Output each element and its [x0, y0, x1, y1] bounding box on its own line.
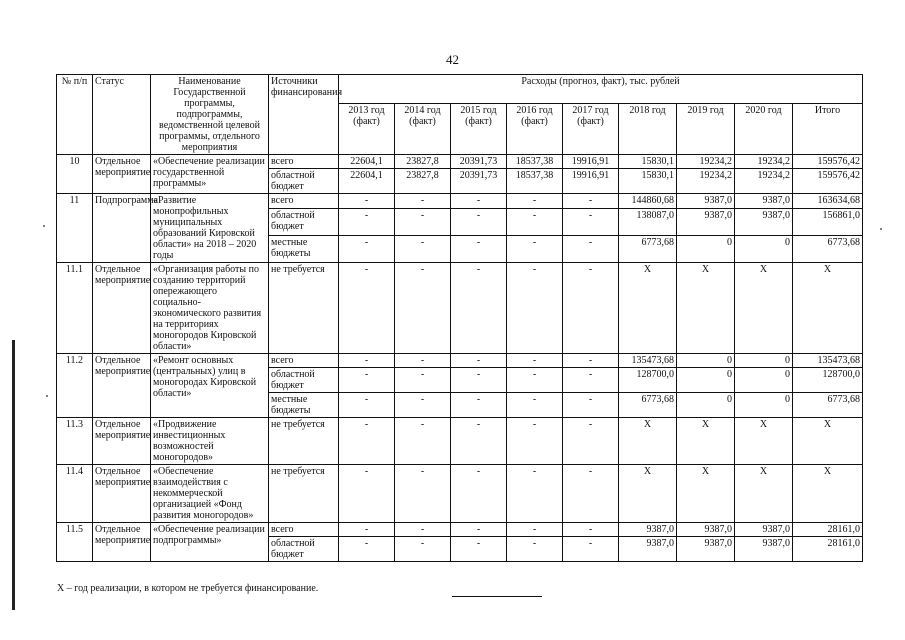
page-number: 42	[446, 52, 459, 67]
table-row	[57, 418, 863, 465]
row-number: 11.4	[57, 465, 93, 523]
row-source: всего	[269, 354, 339, 368]
cell-value: 138087,0	[619, 209, 677, 236]
table-row	[57, 465, 863, 523]
row-name: «Обеспечение реализации государственной программы»	[151, 155, 269, 194]
header-year: 2018 год	[619, 103, 677, 154]
cell-value: -	[339, 537, 395, 562]
cell-value: -	[451, 537, 507, 562]
cell-value: -	[451, 263, 507, 354]
cell-value: -	[339, 263, 395, 354]
cell-value: -	[339, 523, 395, 537]
row-name: «Обеспечение реализации подпрограммы»	[151, 523, 269, 562]
cell-value: X	[619, 465, 677, 523]
header-name: Наименование Государственной программы, подпрограммы, ведомственной целевой программы, отдельного мероприятия	[151, 75, 269, 155]
cell-value: -	[451, 523, 507, 537]
budget-table	[56, 74, 863, 562]
row-source: всего	[269, 194, 339, 209]
cell-value: 22604,1	[339, 169, 395, 194]
row-name: «Ремонт основных (центральных) улиц в моногородах Кировской области»	[151, 354, 269, 418]
cell-value: -	[451, 418, 507, 465]
cell-total: 135473,68	[793, 354, 863, 368]
cell-value: -	[563, 418, 619, 465]
cell-value: 0	[735, 354, 793, 368]
header-year: 2016 год (факт)	[507, 103, 563, 154]
cell-value: 135473,68	[619, 354, 677, 368]
cell-value: -	[395, 236, 451, 263]
cell-value: -	[451, 465, 507, 523]
cell-value: X	[677, 418, 735, 465]
cell-total: 163634,68	[793, 194, 863, 209]
cell-total: 159576,42	[793, 155, 863, 169]
cell-value: -	[507, 537, 563, 562]
header-year: 2019 год	[677, 103, 735, 154]
cell-value: -	[563, 368, 619, 393]
cell-value: -	[563, 393, 619, 418]
cell-value: X	[677, 465, 735, 523]
cell-value: 128700,0	[619, 368, 677, 393]
cell-value: -	[395, 209, 451, 236]
header-year: 2015 год (факт)	[451, 103, 507, 154]
cell-value: 19234,2	[677, 169, 735, 194]
cell-value: -	[507, 523, 563, 537]
cell-value: 0	[677, 368, 735, 393]
cell-value: 0	[735, 368, 793, 393]
cell-value: 9387,0	[619, 523, 677, 537]
cell-value: -	[507, 194, 563, 209]
table-body	[57, 155, 863, 562]
cell-value: 15830,1	[619, 155, 677, 169]
cell-value: 19234,2	[735, 155, 793, 169]
cell-value: -	[563, 263, 619, 354]
scan-speck	[46, 395, 48, 397]
cell-value: 9387,0	[677, 537, 735, 562]
row-number: 10	[57, 155, 93, 194]
cell-value: -	[395, 523, 451, 537]
cell-value: -	[507, 354, 563, 368]
row-status: Отдельное мероприятие	[93, 354, 151, 418]
cell-value: 0	[677, 354, 735, 368]
header-status: Статус	[93, 75, 151, 155]
cell-value: -	[451, 236, 507, 263]
row-number: 11	[57, 194, 93, 263]
cell-value: -	[339, 368, 395, 393]
table-row	[57, 155, 863, 169]
table-row	[57, 263, 863, 354]
header-row-1	[57, 75, 863, 104]
row-name: «Развитие монопрофильных муниципальных образований Кировской области» на 2018 – 2020 годы	[151, 194, 269, 263]
row-status: Отдельное мероприятие	[93, 465, 151, 523]
cell-value: 20391,73	[451, 169, 507, 194]
footnote: X – год реализации, в котором не требуется финансирование.	[57, 583, 319, 594]
cell-value: -	[395, 465, 451, 523]
cell-value: -	[395, 537, 451, 562]
cell-value: X	[677, 263, 735, 354]
cell-value: -	[507, 263, 563, 354]
cell-total: 28161,0	[793, 523, 863, 537]
row-source: областной бюджет	[269, 368, 339, 393]
cell-value: 0	[677, 393, 735, 418]
row-source: всего	[269, 155, 339, 169]
cell-value: 0	[735, 393, 793, 418]
cell-value: 20391,73	[451, 155, 507, 169]
scan-edge-mark	[12, 340, 15, 610]
cell-value: 0	[735, 236, 793, 263]
cell-value: -	[395, 368, 451, 393]
cell-total: 6773,68	[793, 236, 863, 263]
cell-value: 19916,91	[563, 155, 619, 169]
row-source: областной бюджет	[269, 169, 339, 194]
cell-value: 19234,2	[677, 155, 735, 169]
row-status: Отдельное мероприятие	[93, 418, 151, 465]
row-number: 11.5	[57, 523, 93, 562]
cell-value: -	[451, 393, 507, 418]
row-status: Отдельное мероприятие	[93, 523, 151, 562]
cell-value: -	[395, 418, 451, 465]
cell-value: 18537,38	[507, 155, 563, 169]
cell-value: -	[339, 393, 395, 418]
footnote-rule	[452, 596, 542, 597]
cell-total: 6773,68	[793, 393, 863, 418]
row-status: Подпрограмма	[93, 194, 151, 263]
cell-value: 9387,0	[677, 209, 735, 236]
scan-speck	[43, 225, 45, 227]
table-row	[57, 354, 863, 368]
row-number: 11.3	[57, 418, 93, 465]
cell-value: 19234,2	[735, 169, 793, 194]
cell-value: -	[507, 209, 563, 236]
cell-value: -	[507, 368, 563, 393]
cell-value: -	[451, 209, 507, 236]
cell-total: 159576,42	[793, 169, 863, 194]
header-year: 2014 год (факт)	[395, 103, 451, 154]
header-expenses: Расходы (прогноз, факт), тыс. рублей	[339, 75, 863, 104]
cell-value: -	[563, 465, 619, 523]
cell-value: -	[395, 194, 451, 209]
row-source: не требуется	[269, 263, 339, 354]
cell-value: 9387,0	[619, 537, 677, 562]
header-year: 2017 год (факт)	[563, 103, 619, 154]
row-number: 11.2	[57, 354, 93, 418]
cell-value: 23827,8	[395, 155, 451, 169]
cell-value: -	[507, 465, 563, 523]
cell-value: -	[339, 236, 395, 263]
cell-value: -	[395, 354, 451, 368]
scan-speck	[880, 228, 882, 230]
row-name: «Организация работы по созданию территорий опережающего социально-экономического развития на территориях моногородов Кировской области»	[151, 263, 269, 354]
cell-value: 0	[677, 236, 735, 263]
cell-value: -	[563, 354, 619, 368]
cell-value: -	[395, 263, 451, 354]
cell-value: -	[563, 537, 619, 562]
cell-total: X	[793, 418, 863, 465]
cell-value: X	[619, 418, 677, 465]
cell-value: 9387,0	[677, 523, 735, 537]
cell-value: -	[507, 236, 563, 263]
cell-value: -	[507, 393, 563, 418]
cell-value: -	[451, 368, 507, 393]
cell-value: 15830,1	[619, 169, 677, 194]
cell-total: 156861,0	[793, 209, 863, 236]
cell-value: -	[451, 354, 507, 368]
cell-value: 18537,38	[507, 169, 563, 194]
row-status: Отдельное мероприятие	[93, 263, 151, 354]
row-name: «Продвижение инвестиционных возможностей моногородов»	[151, 418, 269, 465]
cell-value: -	[563, 236, 619, 263]
cell-value: 6773,68	[619, 236, 677, 263]
cell-value: 22604,1	[339, 155, 395, 169]
row-source: не требуется	[269, 465, 339, 523]
cell-value: 19916,91	[563, 169, 619, 194]
cell-value: 9387,0	[735, 194, 793, 209]
cell-value: X	[735, 263, 793, 354]
cell-value: X	[735, 418, 793, 465]
cell-value: -	[451, 194, 507, 209]
row-number: 11.1	[57, 263, 93, 354]
row-source: всего	[269, 523, 339, 537]
header-total: Итого	[793, 103, 863, 154]
row-status: Отдельное мероприятие	[93, 155, 151, 194]
cell-value: 144860,68	[619, 194, 677, 209]
cell-value: X	[735, 465, 793, 523]
cell-value: 9387,0	[677, 194, 735, 209]
header-num: № п/п	[57, 75, 93, 155]
cell-value: 6773,68	[619, 393, 677, 418]
cell-value: 9387,0	[735, 537, 793, 562]
cell-value: -	[563, 209, 619, 236]
cell-value: -	[563, 194, 619, 209]
cell-total: X	[793, 465, 863, 523]
cell-value: -	[563, 523, 619, 537]
cell-value: -	[339, 194, 395, 209]
cell-total: X	[793, 263, 863, 354]
cell-value: -	[507, 418, 563, 465]
row-name: «Обеспечение взаимодействия с некоммерческой организацией «Фонд развития моногородов»	[151, 465, 269, 523]
row-source: местные бюджеты	[269, 236, 339, 263]
cell-value: -	[339, 465, 395, 523]
cell-value: -	[395, 393, 451, 418]
row-source: не требуется	[269, 418, 339, 465]
cell-value: -	[339, 418, 395, 465]
row-source: областной бюджет	[269, 537, 339, 562]
cell-value: -	[339, 354, 395, 368]
row-source: местные бюджеты	[269, 393, 339, 418]
cell-value: 9387,0	[735, 209, 793, 236]
cell-total: 28161,0	[793, 537, 863, 562]
table-row	[57, 194, 863, 209]
cell-value: -	[339, 209, 395, 236]
header-year: 2020 год	[735, 103, 793, 154]
row-source: областной бюджет	[269, 209, 339, 236]
cell-value: 9387,0	[735, 523, 793, 537]
cell-value: 23827,8	[395, 169, 451, 194]
table-row	[57, 523, 863, 537]
header-source: Источники финансирования	[269, 75, 339, 155]
cell-value: X	[619, 263, 677, 354]
header-year: 2013 год (факт)	[339, 103, 395, 154]
cell-total: 128700,0	[793, 368, 863, 393]
